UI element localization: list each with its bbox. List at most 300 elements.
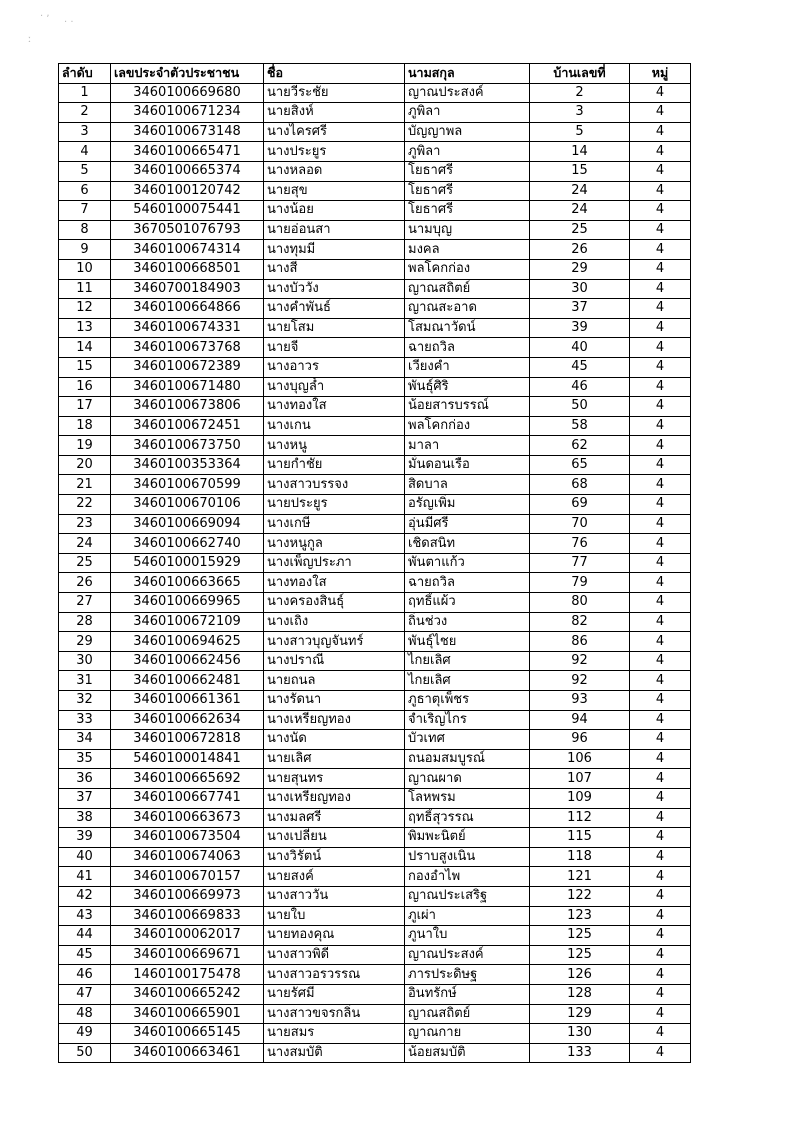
- cell-village-number: 4: [630, 788, 691, 808]
- cell-village-number: 4: [630, 161, 691, 181]
- cell-order: 2: [59, 103, 111, 123]
- cell-village-number: 4: [630, 847, 691, 867]
- cell-order: 36: [59, 769, 111, 789]
- cell-village-number: 4: [630, 416, 691, 436]
- cell-village-number: 4: [630, 318, 691, 338]
- table-row: [59, 847, 691, 867]
- cell-surname: พลโคกก่อง: [405, 416, 530, 436]
- cell-citizen-id: 3460100665471: [111, 142, 264, 162]
- cell-village-number: 4: [630, 514, 691, 534]
- cell-house-number: 62: [530, 436, 630, 456]
- cell-first-name: นางสาวบุญจันทร์: [264, 632, 405, 652]
- cell-surname: มาลา: [405, 436, 530, 456]
- cell-citizen-id: 5460100014841: [111, 749, 264, 769]
- table-row: [59, 965, 691, 985]
- cell-village-number: 4: [630, 338, 691, 358]
- cell-citizen-id: 3460100663673: [111, 808, 264, 828]
- cell-citizen-id: 3460100665901: [111, 1004, 264, 1024]
- cell-first-name: นางสาวขจรกลิ่น: [264, 1004, 405, 1024]
- cell-first-name: นางสาวอรวรรณ: [264, 965, 405, 985]
- table-row: [59, 710, 691, 730]
- cell-house-number: 2: [530, 83, 630, 103]
- scan-speck: . .: [64, 14, 74, 25]
- cell-village-number: 4: [630, 828, 691, 848]
- cell-surname: ญาณกาย: [405, 1024, 530, 1044]
- cell-house-number: 46: [530, 377, 630, 397]
- cell-village-number: 4: [630, 573, 691, 593]
- cell-village-number: 4: [630, 103, 691, 123]
- table-row: [59, 769, 691, 789]
- cell-first-name: นางวิรัตน์: [264, 847, 405, 867]
- cell-citizen-id: 3460100669973: [111, 886, 264, 906]
- cell-citizen-id: 3460100662456: [111, 651, 264, 671]
- cell-citizen-id: 3460100665242: [111, 984, 264, 1004]
- table-row: [59, 945, 691, 965]
- cell-surname: พันตาแก้ว: [405, 553, 530, 573]
- cell-surname: ภูธาตุเพ็ชร: [405, 691, 530, 711]
- cell-surname: ญาณประเสริฐ: [405, 886, 530, 906]
- cell-citizen-id: 3460100665374: [111, 161, 264, 181]
- cell-order: 15: [59, 357, 111, 377]
- cell-order: 22: [59, 495, 111, 515]
- cell-house-number: 86: [530, 632, 630, 652]
- cell-order: 32: [59, 691, 111, 711]
- table-row: [59, 201, 691, 221]
- cell-house-number: 123: [530, 906, 630, 926]
- table-row: [59, 514, 691, 534]
- table-row: [59, 1004, 691, 1024]
- cell-citizen-id: 3460100672451: [111, 416, 264, 436]
- cell-house-number: 24: [530, 201, 630, 221]
- cell-village-number: 4: [630, 436, 691, 456]
- cell-house-number: 92: [530, 651, 630, 671]
- cell-first-name: นางทุมมี: [264, 240, 405, 260]
- cell-citizen-id: 3460100673768: [111, 338, 264, 358]
- cell-house-number: 14: [530, 142, 630, 162]
- cell-first-name: นางทองใส: [264, 397, 405, 417]
- cell-first-name: นางสี: [264, 259, 405, 279]
- header-first-name: ชื่อ: [264, 64, 405, 84]
- cell-house-number: 50: [530, 397, 630, 417]
- cell-citizen-id: 3460700184903: [111, 279, 264, 299]
- cell-village-number: 4: [630, 397, 691, 417]
- cell-house-number: 126: [530, 965, 630, 985]
- cell-house-number: 65: [530, 455, 630, 475]
- cell-order: 30: [59, 651, 111, 671]
- cell-order: 8: [59, 220, 111, 240]
- cell-village-number: 4: [630, 651, 691, 671]
- cell-village-number: 4: [630, 1004, 691, 1024]
- cell-house-number: 122: [530, 886, 630, 906]
- cell-village-number: 4: [630, 926, 691, 946]
- cell-citizen-id: 3460100674331: [111, 318, 264, 338]
- cell-house-number: 79: [530, 573, 630, 593]
- cell-house-number: 80: [530, 593, 630, 613]
- cell-house-number: 24: [530, 181, 630, 201]
- cell-order: 47: [59, 984, 111, 1004]
- cell-surname: โยธาศรี: [405, 161, 530, 181]
- resident-table: [58, 63, 691, 1063]
- cell-surname: ภารประดิษฐ: [405, 965, 530, 985]
- cell-surname: ญาณสะอาด: [405, 299, 530, 319]
- cell-surname: เวียงคำ: [405, 357, 530, 377]
- cell-house-number: 69: [530, 495, 630, 515]
- cell-order: 38: [59, 808, 111, 828]
- cell-citizen-id: 3460100673148: [111, 122, 264, 142]
- table-row: [59, 632, 691, 652]
- cell-surname: ถนอมสมบูรณ์: [405, 749, 530, 769]
- cell-first-name: นางสมบัติ: [264, 1043, 405, 1063]
- table-row: [59, 357, 691, 377]
- table-row: [59, 749, 691, 769]
- cell-surname: สิดบาล: [405, 475, 530, 495]
- table-row: [59, 377, 691, 397]
- cell-house-number: 121: [530, 867, 630, 887]
- table-row: [59, 886, 691, 906]
- cell-first-name: นางประยูร: [264, 142, 405, 162]
- cell-first-name: นายเลิศ: [264, 749, 405, 769]
- cell-house-number: 129: [530, 1004, 630, 1024]
- cell-first-name: นางเกษี: [264, 514, 405, 534]
- cell-house-number: 107: [530, 769, 630, 789]
- cell-order: 26: [59, 573, 111, 593]
- cell-citizen-id: 3460100668501: [111, 259, 264, 279]
- cell-village-number: 4: [630, 122, 691, 142]
- table-row: [59, 1043, 691, 1063]
- cell-house-number: 106: [530, 749, 630, 769]
- cell-first-name: นางเหรียญทอง: [264, 710, 405, 730]
- cell-order: 16: [59, 377, 111, 397]
- cell-surname: มั่นดอนเรือ: [405, 455, 530, 475]
- cell-order: 6: [59, 181, 111, 201]
- cell-order: 3: [59, 122, 111, 142]
- cell-order: 31: [59, 671, 111, 691]
- cell-first-name: นายวีระชัย: [264, 83, 405, 103]
- cell-order: 39: [59, 828, 111, 848]
- table-row: [59, 103, 691, 123]
- cell-house-number: 45: [530, 357, 630, 377]
- table-row: [59, 455, 691, 475]
- cell-first-name: นายประยูร: [264, 495, 405, 515]
- cell-first-name: นางรัดนา: [264, 691, 405, 711]
- scan-speck: ː: [28, 34, 32, 45]
- cell-house-number: 82: [530, 612, 630, 632]
- cell-house-number: 76: [530, 534, 630, 554]
- cell-surname: พิมพะนิตย์: [405, 828, 530, 848]
- cell-surname: อุ่นมีศรี: [405, 514, 530, 534]
- cell-house-number: 130: [530, 1024, 630, 1044]
- cell-order: 42: [59, 886, 111, 906]
- cell-surname: ถิ่นช่วง: [405, 612, 530, 632]
- cell-village-number: 4: [630, 1024, 691, 1044]
- cell-citizen-id: 3460100669671: [111, 945, 264, 965]
- cell-village-number: 4: [630, 945, 691, 965]
- cell-first-name: นายสุนทร: [264, 769, 405, 789]
- cell-order: 34: [59, 730, 111, 750]
- cell-house-number: 30: [530, 279, 630, 299]
- cell-house-number: 94: [530, 710, 630, 730]
- cell-surname: กองอำไพ: [405, 867, 530, 887]
- cell-first-name: นางเพ็ญประภา: [264, 553, 405, 573]
- table-row: [59, 161, 691, 181]
- table-row: [59, 612, 691, 632]
- cell-village-number: 4: [630, 1043, 691, 1063]
- table-row: [59, 83, 691, 103]
- cell-first-name: นายถนล: [264, 671, 405, 691]
- cell-surname: ญาณสถิตย์: [405, 279, 530, 299]
- table-row: [59, 828, 691, 848]
- cell-surname: โสมณาวัดน์: [405, 318, 530, 338]
- cell-village-number: 4: [630, 749, 691, 769]
- cell-surname: ฤทธิ์แผ้ว: [405, 593, 530, 613]
- cell-first-name: นางสาวบรรจง: [264, 475, 405, 495]
- cell-surname: บัวเทศ: [405, 730, 530, 750]
- cell-first-name: นายทองคุณ: [264, 926, 405, 946]
- table-row: [59, 397, 691, 417]
- table-body: [59, 83, 691, 1063]
- table-row: [59, 691, 691, 711]
- cell-first-name: นางอาวร: [264, 357, 405, 377]
- table-row: [59, 593, 691, 613]
- cell-surname: ฉายถวิล: [405, 338, 530, 358]
- cell-village-number: 4: [630, 984, 691, 1004]
- cell-order: 14: [59, 338, 111, 358]
- cell-house-number: 3: [530, 103, 630, 123]
- table-row: [59, 475, 691, 495]
- cell-order: 13: [59, 318, 111, 338]
- cell-first-name: นางปราณี: [264, 651, 405, 671]
- cell-surname: อินทรักษ์: [405, 984, 530, 1004]
- cell-house-number: 25: [530, 220, 630, 240]
- cell-order: 4: [59, 142, 111, 162]
- cell-village-number: 4: [630, 867, 691, 887]
- cell-order: 21: [59, 475, 111, 495]
- cell-first-name: นายโสม: [264, 318, 405, 338]
- cell-surname: ไกยเลิศ: [405, 671, 530, 691]
- cell-order: 49: [59, 1024, 111, 1044]
- cell-surname: จำเริญไกร: [405, 710, 530, 730]
- cell-village-number: 4: [630, 632, 691, 652]
- cell-house-number: 39: [530, 318, 630, 338]
- cell-village-number: 4: [630, 886, 691, 906]
- cell-surname: ภูพิลา: [405, 142, 530, 162]
- cell-order: 23: [59, 514, 111, 534]
- table-row: [59, 240, 691, 260]
- cell-citizen-id: 3460100669094: [111, 514, 264, 534]
- cell-surname: โยธาศรี: [405, 201, 530, 221]
- cell-citizen-id: 3460100670106: [111, 495, 264, 515]
- cell-surname: นามบุญ: [405, 220, 530, 240]
- cell-citizen-id: 3460100670599: [111, 475, 264, 495]
- cell-order: 44: [59, 926, 111, 946]
- cell-first-name: นางครองสินธุ์: [264, 593, 405, 613]
- cell-house-number: 29: [530, 259, 630, 279]
- cell-order: 48: [59, 1004, 111, 1024]
- cell-order: 41: [59, 867, 111, 887]
- cell-first-name: นายสงค์: [264, 867, 405, 887]
- cell-citizen-id: 1460100175478: [111, 965, 264, 985]
- cell-surname: โลหพรม: [405, 788, 530, 808]
- cell-village-number: 4: [630, 691, 691, 711]
- cell-order: 27: [59, 593, 111, 613]
- cell-house-number: 109: [530, 788, 630, 808]
- cell-house-number: 70: [530, 514, 630, 534]
- cell-house-number: 15: [530, 161, 630, 181]
- cell-village-number: 4: [630, 671, 691, 691]
- cell-surname: พลโคกก่อง: [405, 259, 530, 279]
- cell-surname: น้อยสมบัติ: [405, 1043, 530, 1063]
- cell-order: 12: [59, 299, 111, 319]
- cell-citizen-id: 3460100673504: [111, 828, 264, 848]
- cell-village-number: 4: [630, 475, 691, 495]
- cell-citizen-id: 3460100120742: [111, 181, 264, 201]
- cell-citizen-id: 3460100669833: [111, 906, 264, 926]
- cell-first-name: นางทองใส: [264, 573, 405, 593]
- cell-first-name: นายสิงห์: [264, 103, 405, 123]
- cell-surname: โยธาศรี: [405, 181, 530, 201]
- cell-house-number: 68: [530, 475, 630, 495]
- cell-house-number: 96: [530, 730, 630, 750]
- cell-first-name: นายใบ: [264, 906, 405, 926]
- cell-first-name: นางหนูกูล: [264, 534, 405, 554]
- cell-citizen-id: 3460100673750: [111, 436, 264, 456]
- cell-village-number: 4: [630, 357, 691, 377]
- cell-first-name: นางนัด: [264, 730, 405, 750]
- table-row: [59, 553, 691, 573]
- cell-order: 5: [59, 161, 111, 181]
- table-row: [59, 416, 691, 436]
- table-row: [59, 181, 691, 201]
- cell-first-name: นางเปลี่ยน: [264, 828, 405, 848]
- cell-citizen-id: 3460100672109: [111, 612, 264, 632]
- cell-village-number: 4: [630, 534, 691, 554]
- cell-order: 40: [59, 847, 111, 867]
- table-row: [59, 122, 691, 142]
- cell-first-name: นายกำชัย: [264, 455, 405, 475]
- cell-village-number: 4: [630, 299, 691, 319]
- cell-village-number: 4: [630, 769, 691, 789]
- cell-surname: พันธุ์ศิริ: [405, 377, 530, 397]
- table-row: [59, 1024, 691, 1044]
- cell-first-name: นางน้อย: [264, 201, 405, 221]
- cell-village-number: 4: [630, 455, 691, 475]
- cell-first-name: นางมลศรี: [264, 808, 405, 828]
- cell-citizen-id: 3460100663665: [111, 573, 264, 593]
- cell-surname: เชิดสนิท: [405, 534, 530, 554]
- cell-citizen-id: 3460100672389: [111, 357, 264, 377]
- table-row: [59, 730, 691, 750]
- cell-order: 1: [59, 83, 111, 103]
- cell-village-number: 4: [630, 240, 691, 260]
- cell-citizen-id: 3460100669680: [111, 83, 264, 103]
- cell-village-number: 4: [630, 553, 691, 573]
- cell-surname: ภูเผ่า: [405, 906, 530, 926]
- cell-citizen-id: 3460100662740: [111, 534, 264, 554]
- cell-first-name: นางบุญล้ำ: [264, 377, 405, 397]
- cell-order: 37: [59, 788, 111, 808]
- table-row: [59, 867, 691, 887]
- table-row: [59, 906, 691, 926]
- cell-first-name: นายรัศมี: [264, 984, 405, 1004]
- cell-first-name: นายอ่อนสา: [264, 220, 405, 240]
- header-house-number: บ้านเลขที่: [530, 64, 630, 84]
- cell-citizen-id: 3460100671234: [111, 103, 264, 123]
- cell-village-number: 4: [630, 259, 691, 279]
- cell-first-name: นายสมร: [264, 1024, 405, 1044]
- cell-order: 20: [59, 455, 111, 475]
- table-row: [59, 299, 691, 319]
- cell-surname: มงคล: [405, 240, 530, 260]
- cell-citizen-id: 3460100665145: [111, 1024, 264, 1044]
- cell-citizen-id: 3460100674063: [111, 847, 264, 867]
- cell-first-name: นายจี: [264, 338, 405, 358]
- cell-village-number: 4: [630, 220, 691, 240]
- cell-first-name: นางหนู: [264, 436, 405, 456]
- cell-citizen-id: 3460100662634: [111, 710, 264, 730]
- cell-surname: พันธุ์ไชย: [405, 632, 530, 652]
- cell-first-name: นางไครศรี: [264, 122, 405, 142]
- cell-citizen-id: 3460100353364: [111, 455, 264, 475]
- cell-village-number: 4: [630, 279, 691, 299]
- cell-house-number: 93: [530, 691, 630, 711]
- cell-surname: ญาณสถิตย์: [405, 1004, 530, 1024]
- cell-first-name: นายสุข: [264, 181, 405, 201]
- cell-house-number: 5: [530, 122, 630, 142]
- cell-order: 46: [59, 965, 111, 985]
- cell-village-number: 4: [630, 377, 691, 397]
- cell-village-number: 4: [630, 965, 691, 985]
- cell-village-number: 4: [630, 906, 691, 926]
- cell-citizen-id: 3460100671480: [111, 377, 264, 397]
- cell-first-name: นางเกน: [264, 416, 405, 436]
- cell-village-number: 4: [630, 142, 691, 162]
- table-row: [59, 220, 691, 240]
- cell-citizen-id: 5460100015929: [111, 553, 264, 573]
- cell-citizen-id: 3460100673806: [111, 397, 264, 417]
- cell-first-name: นางบัววัง: [264, 279, 405, 299]
- cell-order: 7: [59, 201, 111, 221]
- cell-surname: อรัญเพิ่ม: [405, 495, 530, 515]
- table-row: [59, 495, 691, 515]
- cell-house-number: 112: [530, 808, 630, 828]
- cell-house-number: 125: [530, 945, 630, 965]
- cell-house-number: 115: [530, 828, 630, 848]
- cell-citizen-id: 3460100670157: [111, 867, 264, 887]
- cell-house-number: 128: [530, 984, 630, 1004]
- cell-house-number: 26: [530, 240, 630, 260]
- cell-village-number: 4: [630, 181, 691, 201]
- cell-citizen-id: 3670501076793: [111, 220, 264, 240]
- cell-village-number: 4: [630, 710, 691, 730]
- table-row: [59, 534, 691, 554]
- cell-citizen-id: 3460100663461: [111, 1043, 264, 1063]
- table-row: [59, 808, 691, 828]
- cell-surname: ภูพิลา: [405, 103, 530, 123]
- cell-surname: ภูนาใบ: [405, 926, 530, 946]
- cell-order: 43: [59, 906, 111, 926]
- cell-village-number: 4: [630, 593, 691, 613]
- cell-order: 24: [59, 534, 111, 554]
- table-row: [59, 338, 691, 358]
- cell-first-name: นางคำพันธ์: [264, 299, 405, 319]
- cell-order: 35: [59, 749, 111, 769]
- cell-citizen-id: 3460100665692: [111, 769, 264, 789]
- cell-first-name: นางหลอด: [264, 161, 405, 181]
- cell-surname: น้อยสารบรรณ์: [405, 397, 530, 417]
- header-village-number: หมู่: [630, 64, 691, 84]
- cell-village-number: 4: [630, 495, 691, 515]
- table-row: [59, 671, 691, 691]
